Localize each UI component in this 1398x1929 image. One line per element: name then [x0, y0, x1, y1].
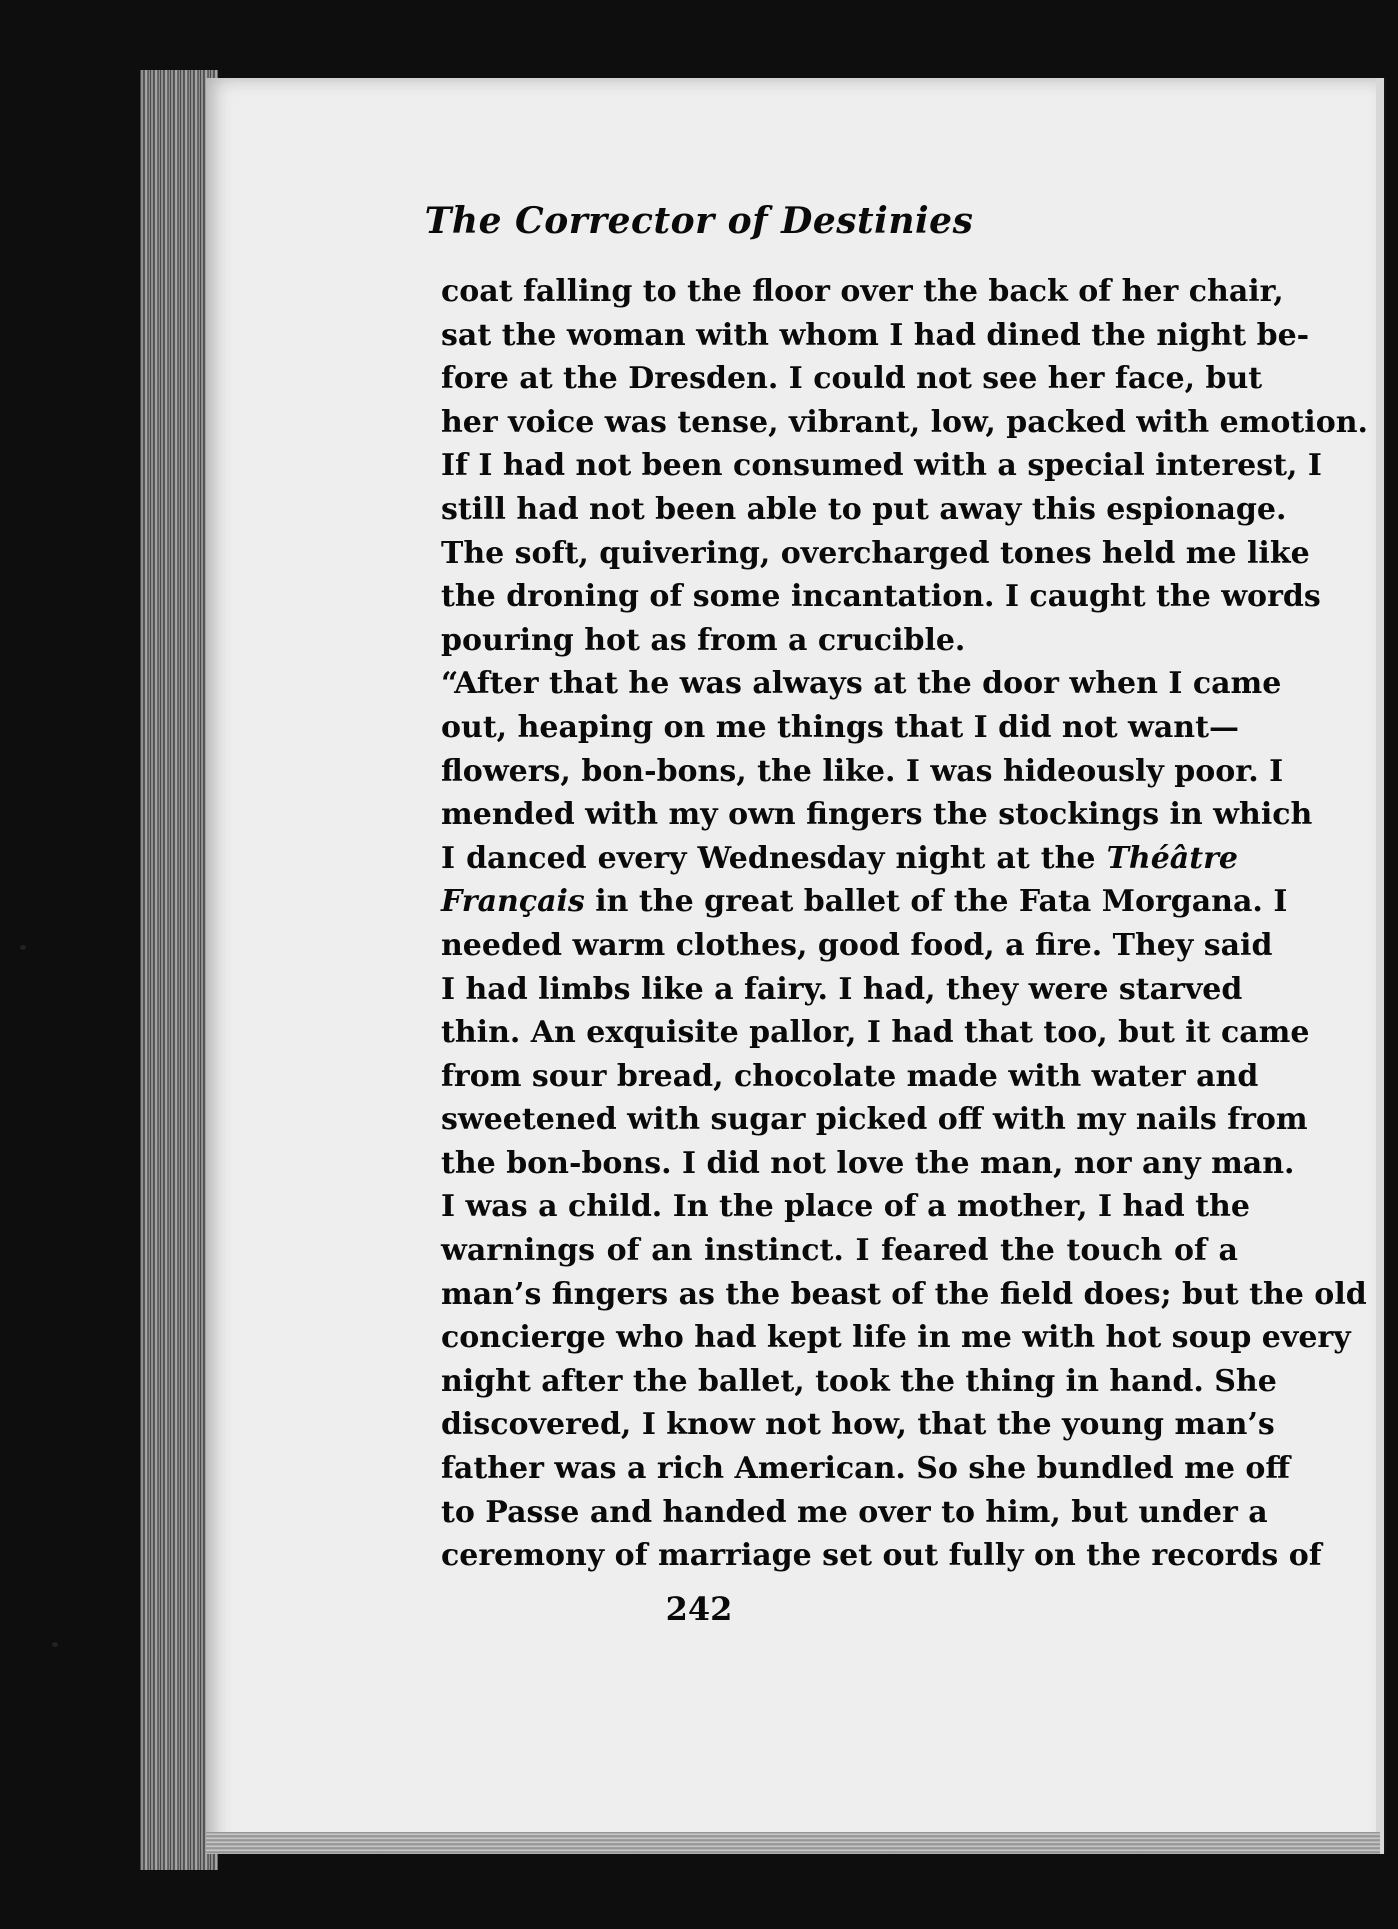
text-line: mended with my own fingers the stockings in which: [441, 797, 1313, 833]
scan-speck: [52, 1642, 58, 1647]
text-line: needed warm clothes, good food, a fire. They said: [441, 927, 1273, 963]
italic-title-francais: Français: [441, 884, 585, 920]
text-line: flowers, bon-bons, the like. I was hideously poor. I: [441, 753, 1284, 789]
text-line: discovered, I know not how, that the young man’s: [441, 1407, 1275, 1443]
text-line-mixed: [441, 837, 1238, 881]
text-line: fore at the Dresden. I could not see her face, but: [441, 361, 1263, 397]
text-line: I was a child. In the place of a mother, I had the: [441, 1189, 1250, 1225]
text-line: the bon-bons. I did not love the man, nor any man.: [441, 1145, 1295, 1181]
text-line: from sour bread, chocolate made with water and: [441, 1058, 1259, 1094]
page-bottom-edge: [206, 1832, 1380, 1854]
text-line-mixed: [441, 880, 1288, 924]
body-text: [441, 270, 1368, 1578]
text-line: warnings of an instinct. I feared the touch of a: [441, 1233, 1238, 1269]
running-head: The Corrector of Destinies: [424, 200, 974, 242]
text-line: out, heaping on me things that I did not want—: [441, 709, 1239, 745]
text-line: still had not been able to put away this espionage.: [441, 491, 1287, 527]
text-line: “After that he was always at the door when I came: [441, 666, 1282, 702]
text-line: sweetened with sugar picked off with my nails from: [441, 1102, 1308, 1138]
scan-speck: [20, 945, 26, 950]
text-line: to Passe and handed me over to him, but under a: [441, 1494, 1268, 1530]
page-number: 242: [665, 1590, 733, 1628]
text-line: sat the woman with whom I had dined the night be-: [441, 317, 1310, 353]
text-line: The soft, quivering, overcharged tones held me like: [441, 535, 1310, 571]
text-fragment: in the great ballet of the Fata Morgana. I: [595, 884, 1288, 920]
text-fragment: I danced every Wednesday night at the: [441, 840, 1096, 876]
text-line: coat falling to the floor over the back of her chair,: [441, 274, 1284, 309]
text-line: night after the ballet, took the thing in hand. She: [441, 1363, 1277, 1399]
text-line: If I had not been consumed with a special interest, I: [441, 448, 1322, 484]
italic-title-theatre: Théâtre: [1106, 840, 1238, 876]
text-line: thin. An exquisite pallor, I had that too, but it came: [441, 1015, 1310, 1051]
text-line: her voice was tense, vibrant, low, packed with emotion.: [441, 404, 1368, 440]
text-line: I had limbs like a fairy. I had, they were starved: [441, 971, 1243, 1007]
text-line: concierge who had kept life in me with hot soup every: [441, 1320, 1351, 1356]
text-line: ceremony of marriage set out fully on the records of: [441, 1538, 1322, 1574]
text-line: the droning of some incantation. I caught the words: [441, 579, 1321, 615]
text-line: pouring hot as from a crucible.: [441, 622, 966, 658]
text-line: man’s fingers as the beast of the field does; but the old: [441, 1276, 1367, 1312]
text-line: father was a rich American. So she bundled me off: [441, 1451, 1291, 1487]
page-right-edge: [1376, 78, 1384, 1854]
